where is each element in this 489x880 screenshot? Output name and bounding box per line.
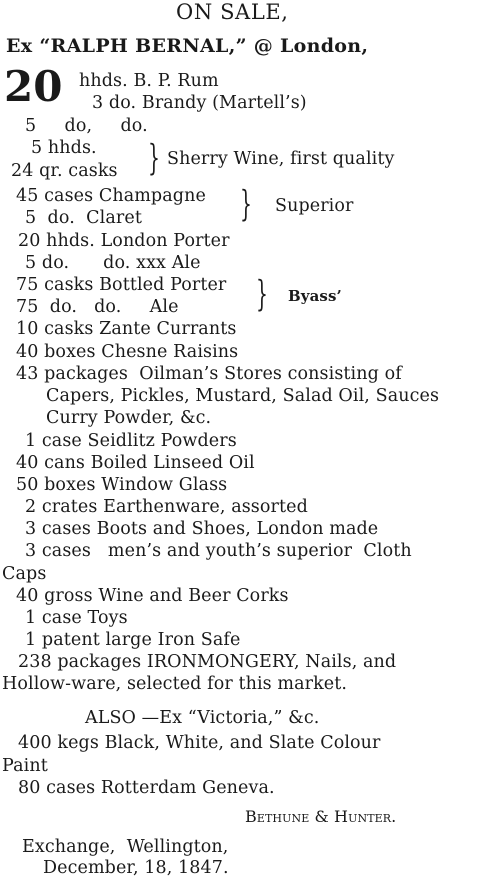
list-item: 400 kegs Black, White, and Slate Colour bbox=[18, 733, 381, 753]
signature: Bethune & Hunter. bbox=[245, 807, 397, 826]
also-line: ALSO —Ex “Victoria,” &c. bbox=[85, 708, 320, 728]
list-item: 45 cases Champagne bbox=[16, 186, 206, 206]
list-item: 5 hhds. bbox=[31, 138, 97, 158]
list-item: Caps bbox=[2, 564, 47, 584]
footer-date: December, 18, 1847. bbox=[43, 858, 229, 878]
list-item: 40 gross Wine and Beer Corks bbox=[16, 586, 289, 606]
brace-symbol: } bbox=[240, 183, 252, 225]
list-item: 3 do. Brandy (Martell’s) bbox=[92, 93, 307, 113]
brace-symbol: } bbox=[256, 273, 268, 315]
list-item: 3 cases Boots and Shoes, London made bbox=[25, 519, 379, 539]
headline-on-sale: ON SALE, bbox=[176, 0, 289, 24]
list-item: 40 boxes Chesne Raisins bbox=[16, 342, 239, 362]
list-item: 20 hhds. London Porter bbox=[18, 231, 230, 251]
list-item: Paint bbox=[2, 756, 48, 776]
list-item: 10 casks Zante Currants bbox=[16, 319, 237, 339]
list-item: 43 packages Oilman’s Stores consisting of bbox=[16, 364, 402, 384]
list-item: 2 crates Earthenware, assorted bbox=[25, 497, 308, 517]
list-item: 5 do. do. xxx Ale bbox=[25, 253, 201, 273]
list-item: hhds. B. P. Rum bbox=[79, 71, 219, 91]
list-item: 40 cans Boiled Linseed Oil bbox=[16, 453, 255, 473]
footer-place: Exchange, Wellington, bbox=[22, 837, 229, 857]
list-item: Curry Powder, &c. bbox=[46, 408, 212, 428]
list-item: 24 qr. casks bbox=[11, 161, 118, 181]
list-item: Capers, Pickles, Mustard, Salad Oil, Sauces bbox=[46, 386, 440, 406]
ship-line: Ex “RALPH BERNAL,” @ London, bbox=[6, 35, 369, 57]
list-item: 50 boxes Window Glass bbox=[16, 475, 228, 495]
list-item: 1 case Seidlitz Powders bbox=[25, 431, 237, 451]
group-label-superior: Superior bbox=[275, 196, 354, 216]
lead-number: 20 bbox=[4, 62, 63, 111]
list-item: 75 do. do. Ale bbox=[16, 297, 179, 317]
list-item: 80 cases Rotterdam Geneva. bbox=[18, 778, 275, 798]
list-item: 3 cases men’s and youth’s superior Cloth bbox=[25, 541, 412, 561]
list-item: 1 patent large Iron Safe bbox=[25, 630, 241, 650]
list-item: 238 packages IRONMONGERY, Nails, and bbox=[18, 652, 397, 672]
list-item: 5 do, do. bbox=[25, 116, 148, 136]
list-item: 1 case Toys bbox=[25, 608, 128, 628]
list-item: Hollow-ware, selected for this market. bbox=[2, 674, 348, 694]
brace-symbol: } bbox=[148, 137, 160, 179]
group-label-byass: Byass’ bbox=[288, 287, 342, 305]
list-item: 75 casks Bottled Porter bbox=[16, 275, 227, 295]
group-label-sherry: Sherry Wine, first quality bbox=[167, 149, 395, 169]
list-item: 5 do. Claret bbox=[25, 208, 142, 228]
